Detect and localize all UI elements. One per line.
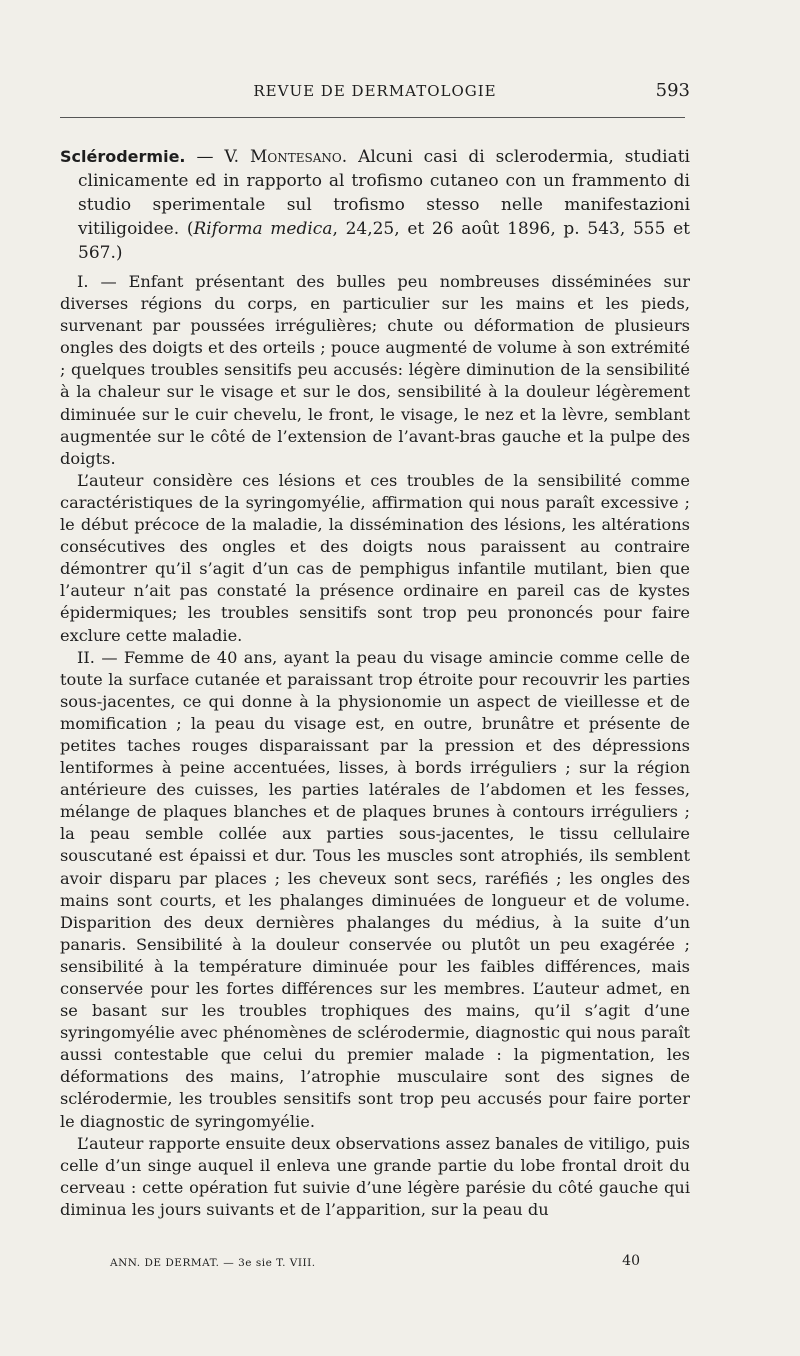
footer-signature: ANN. DE DERMAT. — 3e sie T. VIII.	[110, 1257, 316, 1269]
entry-heading: Sclérodermie.	[60, 147, 186, 166]
paragraph-commentary-1: L’auteur considère ces lésions et ces troubles de la sensibilité comme caractéristiques de la syringomyélie, affirmation qui nous paraît excessive ; le début précoce de la maladie, la dissémination des lésions, les altérations consécutives des ongles et des doigts nous paraissent au contraire démontrer qu’il s’agit d’un cas de pemphigus infantile mutilant, bien que l’auteur n’ait pas constaté la présence ordinaire en pareil cas de kystes épidermiques; les troubles sensitifs sont trop peu prononcés pour faire exclure cette maladie.	[60, 470, 690, 645]
paragraph-observation-1: I. — Enfant présentant des bulles peu nombreuses disséminées sur diverses régions du corps, en particulier sur les mains et les pieds, survenant par poussées irrégulières; chute ou déformation de plusieurs ongles des doigts et des orteils ; pouce augmenté de volume à son extrémité ; quelques troubles sensitifs peu accusés: légère diminution de la sensibilité à la chaleur sur le visage et sur le dos, sensibilité à la douleur légèrement diminuée sur le cuir chevelu, le front, le visage, le nez et la lèvre, semblant augmentée sur le côté de l’extension de l’avant-bras gauche et la pulpe des doigts.	[60, 272, 690, 468]
article-body	[60, 145, 690, 1221]
page-footer	[60, 1253, 690, 1273]
page-number: 593	[655, 80, 690, 101]
paragraph-vitiligo: L’auteur rapporte ensuite deux observations assez banales de vitiligo, puis celle d’un singe auquel il enleva une grande partie du lobe frontal droit du cerveau : cette opération fut suivie d’une légère parésie du côté gauche qui diminua les jours suivants et de l’apparition, sur la peau du	[60, 1133, 690, 1219]
bibliographic-entry	[60, 145, 690, 265]
entry-citation: , 24,25, et 26 août 1896, p. 543, 555 et 567.)	[78, 219, 690, 263]
entry-title: . Alcuni casi di sclerodermia, studiati clinicamente ed in rapporto al trofismo cutaneo con un frammento di studio sperimentale sul trofismo stesso nelle manifestazioni vitiligoidee. (	[78, 147, 690, 239]
signature-number: 40	[622, 1253, 640, 1269]
entry-journal: Riforma medica	[193, 219, 333, 239]
running-head	[60, 80, 690, 104]
entry-author: Montesano	[250, 147, 342, 167]
entry-dash: — V.	[185, 147, 251, 167]
paragraph-observation-2: II. — Femme de 40 ans, ayant la peau du visage amincie comme celle de toute la surface cutanée et paraissant trop étroite pour recouvrir les parties sous-jacentes, ce qui donne à la physionomie un aspect de vieillesse et de momification ; la peau du visage est, en outre, brunâtre et présente de petites taches rouges disparaissant par la pression et des dépressions lentiformes à peine accentuées, lisses, à bords irréguliers ; sur la région antérieure des cuisses, les parties latérales de l’abdomen et les fesses, mélange de plaques blanches et de plaques brunes à contours irréguliers ; la peau semble collée aux parties sous-jacentes, le tissu cellulaire souscutané est épaissi et dur. Tous les muscles sont atrophiés, ils semblent avoir disparu par places ; les cheveux sont secs, raréfiés ; les ongles des mains sont courts, et les phalanges diminuées de longueur et de volume. Disparition des deux dernières phalanges du médius, à la suite d’un panaris. Sensibilité à la douleur conservée ou plutôt un peu exagérée ; sensibilité à la température diminuée pour les faibles différences, mais conservée pour les fortes différences sur les membres. L’auteur admet, en se basant sur les troubles trophiques des mains, qu’il s’agit d’une syringomyélie avec phénomènes de sclérodermie, diagnostic qui nous paraît aussi contestable que celui du premier malade : la pigmentation, les déformations des mains, l’atrophie musculaire sont des signes de sclérodermie, les troubles sensitifs sont trop peu accusés pour faire porter le diagnostic de syringomyélie.	[60, 647, 690, 1131]
header-rule	[60, 117, 685, 118]
running-title: REVUE DE DERMATOLOGIE	[253, 82, 497, 100]
